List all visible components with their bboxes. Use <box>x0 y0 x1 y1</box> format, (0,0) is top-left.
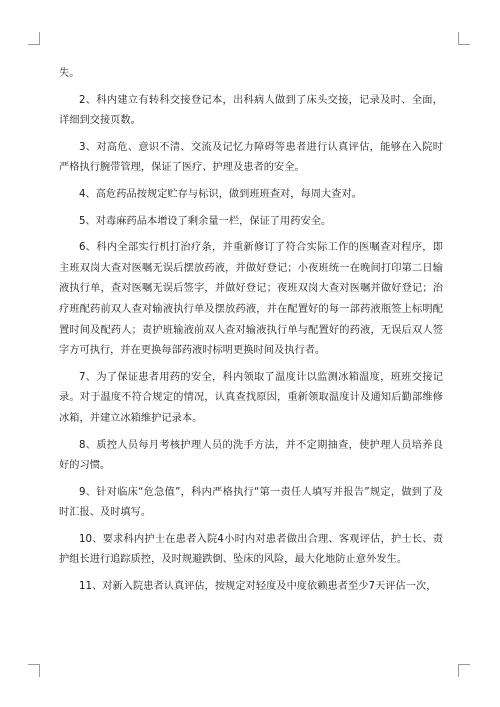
paragraph-item-6: 6、科内全部实行机打治疗条，并重新修订了符合实际工作的医嘱查对程序，即主班双岗大查对医嘱无误后摆放药液，并做好登记；小夜班统一在晚间打印第二日输液执行单，查对医嘱无误后签字，并做好登记；夜班双岗大查对医嘱并做好登记；治疗班配药前双人查对输液执行单及摆放药液，并在配置好的每一部药液瓶签上标明配置时间及配药人；责护班输液前双人查对输液执行单与配置好的药液，无误后双人签字方可执行，并在更换每部药液时标明更换时间及执行者。 <box>59 242 443 357</box>
paragraph-item-11: 11、对新入院患者认真评估，按规定对轻度及中度依赖患者至少7天评估一次， <box>79 581 437 593</box>
paragraph-item-10: 10、要求科内护士在患者入院4小时内对患者做出合理、客观评估，护士长、责护组长进行追踪质控，及时规避跌倒、坠床的风险，最大化地防止意外发生。 <box>59 533 443 566</box>
crop-mark-top-right <box>458 32 470 45</box>
paragraph-item-8: 8、质控人员每月考核护理人员的洗手方法，并不定期抽查，使护理人员培养良好的习惯。 <box>59 439 443 472</box>
document-body <box>59 64 443 604</box>
paragraph-item-5: 5、对毒麻药品本增设了剩余量一栏，保证了用药安全。 <box>79 215 332 227</box>
crop-mark-top-left <box>28 32 40 45</box>
paragraph-item-3: 3、对高危、意识不清、交流及记忆力障碍等患者进行认真评估，能够在入院时严格执行腕带管理，保证了医疗、护理及患者的安全。 <box>59 141 443 174</box>
paragraph-item-2: 2、科内建立有转科交接登记本，出科病人做到了床头交接，记录及时、全面，详细到交接页数。 <box>59 94 443 127</box>
paragraph-item-4: 4、高危药品按规定贮存与标识，做到班班查对，每周大查对。 <box>79 188 362 200</box>
paragraph-item-9: 9、针对临床“危急值”，科内严格执行“第一责任人填写并报告”规定，做到了及时汇报、及时填写。 <box>59 486 443 519</box>
paragraph-continuation: 失。 <box>59 68 80 79</box>
crop-mark-bottom-left <box>28 664 40 677</box>
paragraph-item-7: 7、为了保证患者用药的安全，科内领取了温度计以监测冰箱温度，班班交接记录。对于温度不符合规定的情况，认真查找原因，重新领取温度计及通知后勤部维修冰箱，并建立冰箱维护记录本。 <box>59 371 443 424</box>
crop-mark-bottom-right <box>458 664 470 677</box>
